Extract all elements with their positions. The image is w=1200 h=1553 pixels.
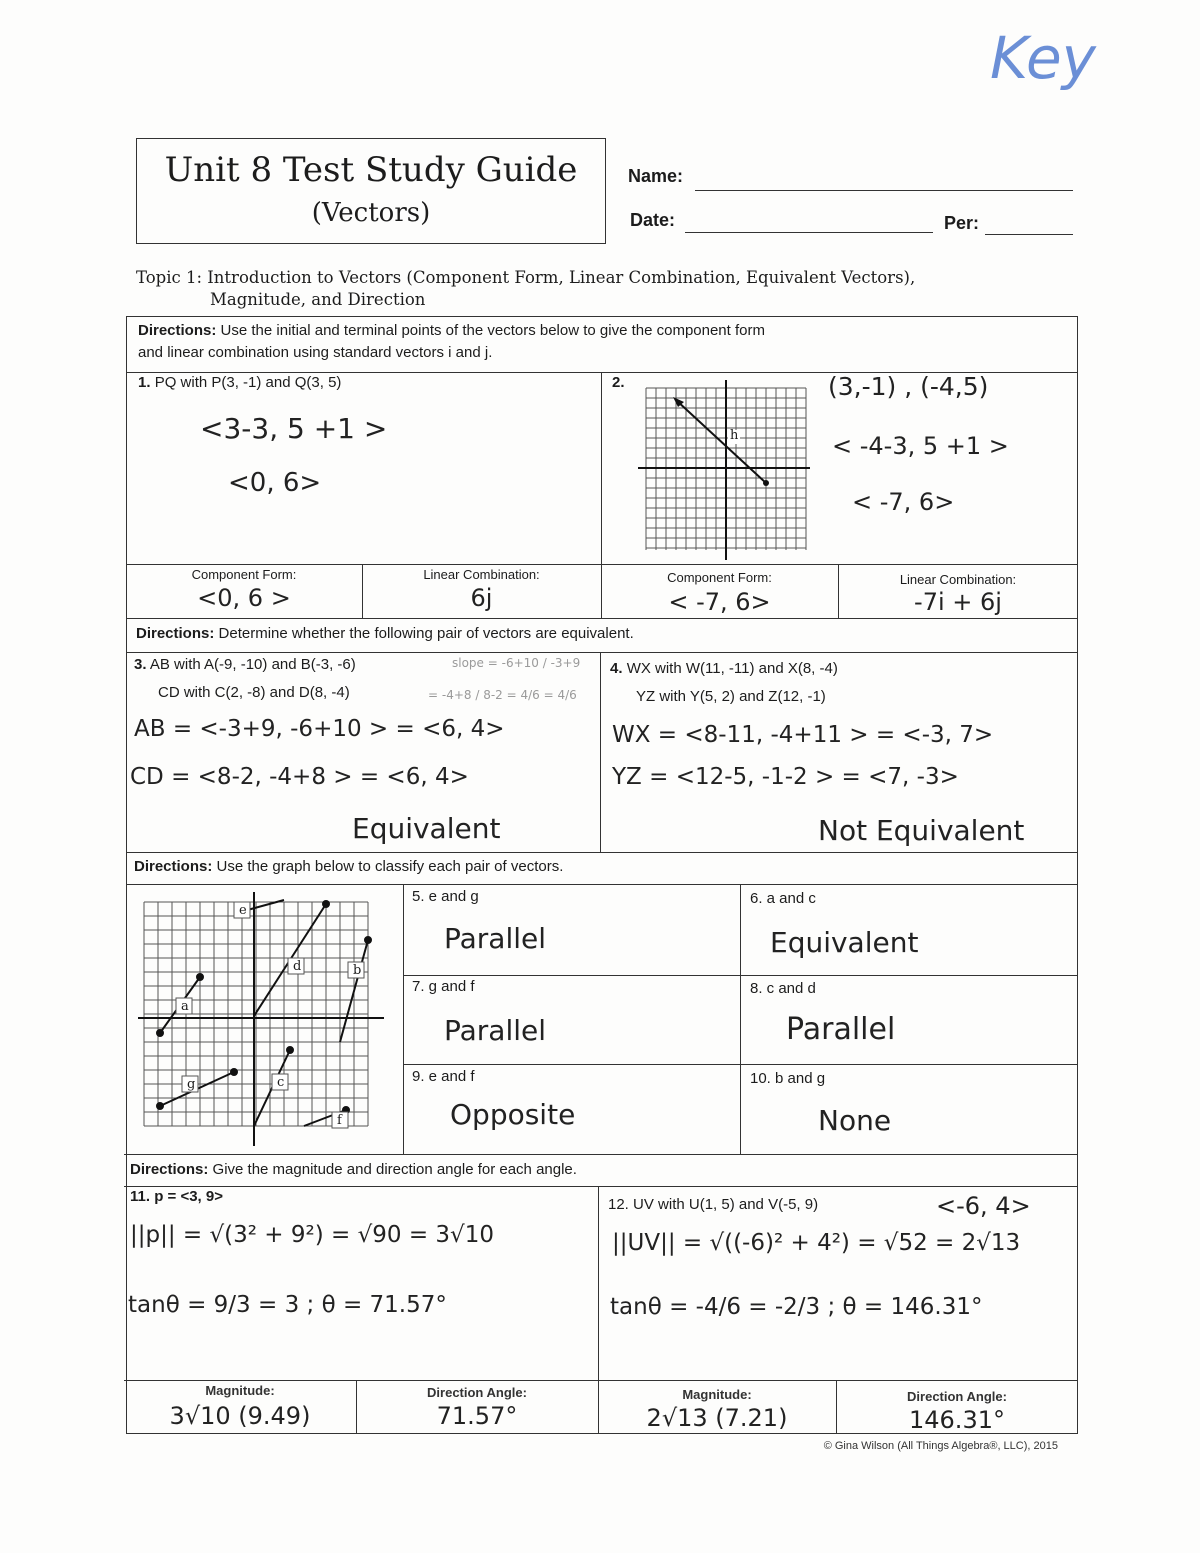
q10-prompt: 10. b and g [750, 1070, 826, 1087]
date-label: Date: [630, 210, 676, 230]
problem-3-prompt-1: 3. AB with A(-9, -10) and B(-3, -6) [134, 656, 356, 673]
problem-12-vector: <-6, 4> [936, 1192, 1031, 1220]
problem-3-slope-note-1: slope = -6+10 / -3+9 [452, 656, 581, 670]
p12-magnitude-answer: 2√13 (7.21) [646, 1404, 788, 1432]
name-label: Name: [628, 166, 684, 186]
p12-magnitude-label: Magnitude: [682, 1387, 752, 1402]
problem-3-answer: Equivalent [352, 812, 501, 845]
q5-answer: Parallel [444, 922, 547, 955]
problem-12-prompt: 12. UV with U(1, 5) and V(-5, 9) [608, 1196, 819, 1213]
section1-directions [138, 320, 1068, 364]
problem-1-prompt: 1. PQ with P(3, -1) and Q(3, 5) [138, 374, 342, 391]
vector-f-label: f [337, 1113, 342, 1128]
page-title: Unit 8 Test Study Guide [164, 150, 578, 190]
problem-11-work-1: ||p|| = √(3² + 9²) = √90 = 3√10 [130, 1222, 494, 1248]
vector-h-label: h [730, 428, 739, 443]
period-label: Per: [944, 213, 980, 233]
vector-e-label: e [239, 903, 247, 918]
q8-prompt: 8. c and d [750, 980, 816, 997]
problem-3-work-2: CD = <8-2, -4+8 > = <6, 4> [130, 764, 469, 790]
vector-b-label: b [353, 963, 362, 978]
q9-answer: Opposite [450, 1098, 576, 1131]
problem-3-work-1: AB = <-3+9, -6+10 > = <6, 4> [134, 716, 505, 742]
problem-2-number: 2. [612, 374, 625, 391]
q5-prompt: 5. e and g [412, 888, 479, 905]
p1-component-label: Component Form: [191, 567, 297, 582]
vector-c-label: c [277, 1075, 285, 1090]
vector-g-label: g [187, 1077, 196, 1092]
problem-2-graph [636, 378, 812, 562]
q8-answer: Parallel [786, 1012, 896, 1047]
section2-directions: Directions: Determine whether the following pair of vectors are equivalent. [136, 625, 634, 642]
classification-graph [136, 890, 390, 1148]
section4-directions: Directions: Give the magnitude and direction angle for each angle. [130, 1161, 577, 1178]
problem-2-work-3: < -7, 6> [852, 488, 955, 516]
q9-prompt: 9. e and f [412, 1068, 475, 1085]
p2-linear-label: Linear Combination: [899, 572, 1017, 587]
p11-magnitude-answer: 3√10 (9.49) [169, 1402, 311, 1430]
p2-component-label: Component Form: [667, 570, 772, 585]
p11-magnitude-label: Magnitude: [205, 1383, 275, 1398]
topic-line-1: Topic 1: Introduction to Vectors (Component Form, Linear Combination, Equivalent Vectors), [136, 268, 916, 287]
page-subtitle: (Vectors) [311, 198, 431, 228]
answer-key-mark: Key [990, 24, 1096, 92]
name-line[interactable] [695, 190, 1073, 191]
problem-4-work-1: WX = <8-11, -4+11 > = <-3, 7> [612, 722, 994, 748]
problem-2-work-1: (3,-1) , (-4,5) [828, 372, 989, 401]
p11-direction-answer: 71.57° [436, 1402, 518, 1430]
problem-4-answer: Not Equivalent [818, 814, 1025, 847]
p2-linear-answer: -7i + 6j [914, 588, 1002, 616]
p12-direction-label: Direction Angle: [907, 1389, 1007, 1404]
q6-answer: Equivalent [770, 926, 919, 959]
problem-12-work-2: tanθ = -4/6 = -2/3 ; θ = 146.31° [610, 1294, 983, 1320]
copyright-footer: © Gina Wilson (All Things Algebra®, LLC), 2015 [823, 1440, 1058, 1452]
q7-answer: Parallel [444, 1014, 547, 1047]
section3-directions: Directions: Use the graph below to classify each pair of vectors. [134, 858, 564, 875]
problem-11-prompt: 11. p = <3, 9> [130, 1188, 223, 1205]
p1-component-answer: <0, 6 > [197, 584, 291, 612]
topic-line-2: Magnitude, and Direction [210, 290, 426, 309]
problem-4-prompt-1: 4. WX with W(11, -11) and X(8, -4) [610, 660, 838, 677]
problem-4-work-2: YZ = <12-5, -1-2 > = <7, -3> [612, 764, 959, 790]
problem-1-work-2: <0, 6> [228, 468, 322, 498]
problem-12-work-1: ||UV|| = √((-6)² + 4²) = √52 = 2√13 [612, 1230, 1021, 1256]
period-line[interactable] [985, 234, 1073, 235]
vector-d-label: d [293, 959, 302, 974]
q7-prompt: 7. g and f [412, 978, 475, 995]
p1-linear-label: Linear Combination: [423, 567, 540, 582]
p11-direction-label: Direction Angle: [427, 1385, 527, 1400]
p12-direction-answer: 146.31° [909, 1406, 1005, 1434]
directions-text-2: and linear combination using standard vectors i and j. [138, 344, 493, 361]
problem-3-slope-note-2: = -4+8 / 8-2 = 4/6 = 4/6 [428, 688, 577, 702]
q10-answer: None [818, 1104, 892, 1137]
vector-a-label: a [181, 999, 189, 1014]
problem-1-work-1: <3-3, 5 +1 > [200, 412, 388, 445]
p2-component-answer: < -7, 6> [668, 588, 771, 616]
directions-label: Directions: [138, 322, 217, 339]
problem-3-prompt-2: CD with C(2, -8) and D(8, -4) [158, 684, 350, 701]
problem-4-prompt-2: YZ with Y(5, 2) and Z(12, -1) [636, 688, 826, 705]
directions-text: Use the initial and terminal points of the vectors below to give the component form [220, 322, 765, 339]
date-line[interactable] [685, 232, 933, 233]
problem-11-work-2: tanθ = 9/3 = 3 ; θ = 71.57° [128, 1292, 447, 1318]
q6-prompt: 6. a and c [750, 890, 816, 907]
problem-2-work-2: < -4-3, 5 +1 > [832, 432, 1009, 460]
p1-linear-answer: 6j [470, 584, 493, 612]
